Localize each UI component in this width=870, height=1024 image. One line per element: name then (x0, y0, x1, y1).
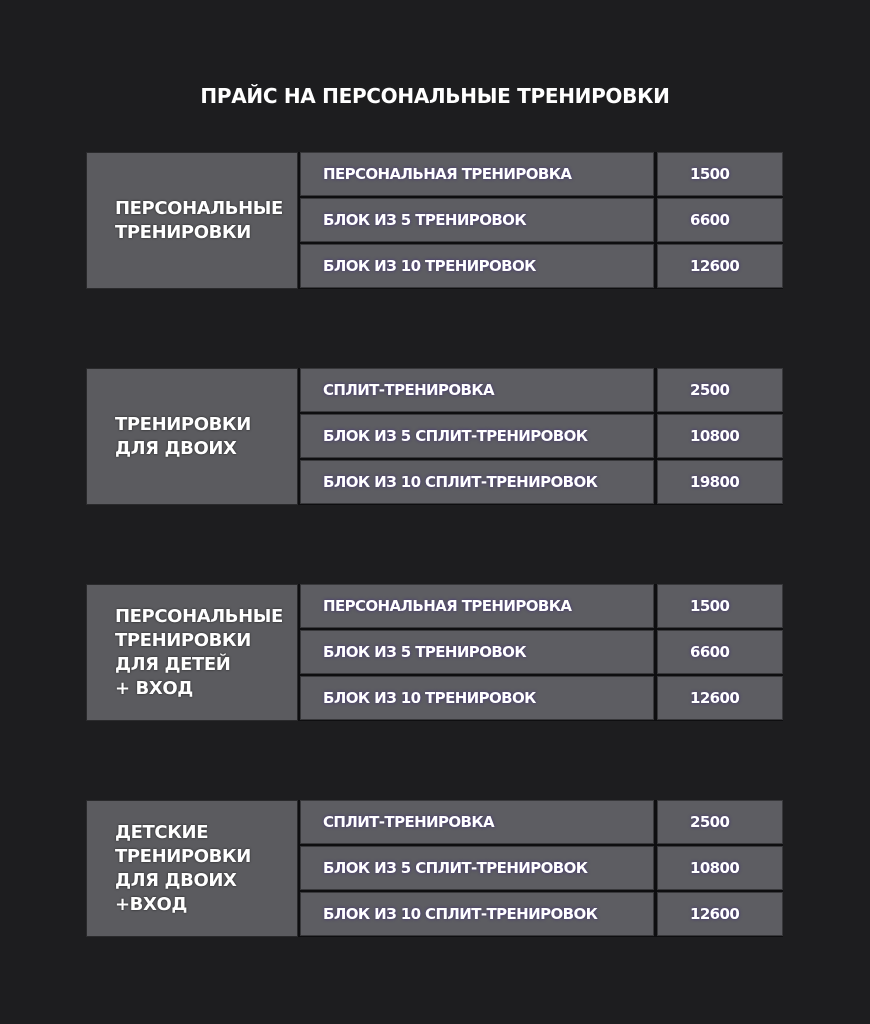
service-name: СПЛИТ-ТРЕНИРОВКА (323, 381, 495, 399)
category-cell (86, 368, 298, 505)
category-label: ПЕРСОНАЛЬНЫЕ ТРЕНИРОВКИ (115, 197, 283, 243)
price-value: 2500 (690, 381, 730, 399)
price-value: 6600 (690, 643, 730, 661)
service-name-cell (300, 198, 654, 242)
category-cell (86, 152, 298, 289)
page-title: ПРАЙС НА ПЕРСОНАЛЬНЫЕ ТРЕНИРОВКИ (200, 84, 670, 108)
price-value: 2500 (690, 813, 730, 831)
service-name-cell (300, 368, 654, 412)
price-value: 10800 (690, 859, 740, 877)
price-row (300, 244, 783, 288)
price-value: 12600 (690, 257, 740, 275)
service-name-cell (300, 460, 654, 504)
service-name-cell (300, 584, 654, 628)
category-label: ПЕРСОНАЛЬНЫЕ ТРЕНИРОВКИ ДЛЯ ДЕТЕЙ + ВХОД (115, 605, 283, 699)
service-name: ПЕРСОНАЛЬНАЯ ТРЕНИРОВКА (323, 597, 572, 615)
price-cell (657, 800, 783, 844)
price-row (300, 152, 783, 196)
service-name-cell (300, 244, 654, 288)
service-name-cell (300, 800, 654, 844)
category-label: ДЕТСКИЕ ТРЕНИРОВКИ ДЛЯ ДВОИХ +ВХОД (115, 821, 251, 915)
price-value: 19800 (690, 473, 740, 491)
price-cell (657, 244, 783, 288)
price-cell (657, 152, 783, 196)
price-row (300, 368, 783, 412)
service-name: БЛОК ИЗ 10 СПЛИТ-ТРЕНИРОВОК (323, 473, 598, 491)
service-name-cell (300, 892, 654, 936)
price-value: 1500 (690, 597, 730, 615)
price-section-kids-duo (86, 800, 783, 937)
price-value: 12600 (690, 689, 740, 707)
price-row (300, 630, 783, 674)
price-row (300, 460, 783, 504)
price-value: 6600 (690, 211, 730, 229)
category-cell (86, 800, 298, 937)
price-row (300, 584, 783, 628)
price-cell (657, 584, 783, 628)
category-label: ТРЕНИРОВКИ ДЛЯ ДВОИХ (115, 413, 251, 459)
service-name: БЛОК ИЗ 5 ТРЕНИРОВОК (323, 643, 526, 661)
price-cell (657, 892, 783, 936)
price-row (300, 892, 783, 936)
service-name: БЛОК ИЗ 5 СПЛИТ-ТРЕНИРОВОК (323, 859, 588, 877)
service-name: БЛОК ИЗ 10 ТРЕНИРОВОК (323, 257, 536, 275)
price-cell (657, 460, 783, 504)
service-name-cell (300, 414, 654, 458)
category-cell (86, 584, 298, 721)
price-row (300, 414, 783, 458)
price-cell (657, 368, 783, 412)
price-section-duo (86, 368, 783, 505)
price-row (300, 846, 783, 890)
price-row (300, 676, 783, 720)
service-name-cell (300, 676, 654, 720)
price-cell (657, 630, 783, 674)
price-section-personal (86, 152, 783, 289)
service-name-cell (300, 152, 654, 196)
service-name: БЛОК ИЗ 5 СПЛИТ-ТРЕНИРОВОК (323, 427, 588, 445)
price-cell (657, 414, 783, 458)
price-section-kids (86, 584, 783, 721)
service-name: БЛОК ИЗ 10 ТРЕНИРОВОК (323, 689, 536, 707)
service-name: СПЛИТ-ТРЕНИРОВКА (323, 813, 495, 831)
service-name: БЛОК ИЗ 10 СПЛИТ-ТРЕНИРОВОК (323, 905, 598, 923)
price-cell (657, 846, 783, 890)
price-row (300, 198, 783, 242)
price-value: 10800 (690, 427, 740, 445)
service-name: ПЕРСОНАЛЬНАЯ ТРЕНИРОВКА (323, 165, 572, 183)
price-value: 1500 (690, 165, 730, 183)
price-row (300, 800, 783, 844)
price-value: 12600 (690, 905, 740, 923)
service-name: БЛОК ИЗ 5 ТРЕНИРОВОК (323, 211, 526, 229)
price-cell (657, 198, 783, 242)
service-name-cell (300, 630, 654, 674)
service-name-cell (300, 846, 654, 890)
price-cell (657, 676, 783, 720)
